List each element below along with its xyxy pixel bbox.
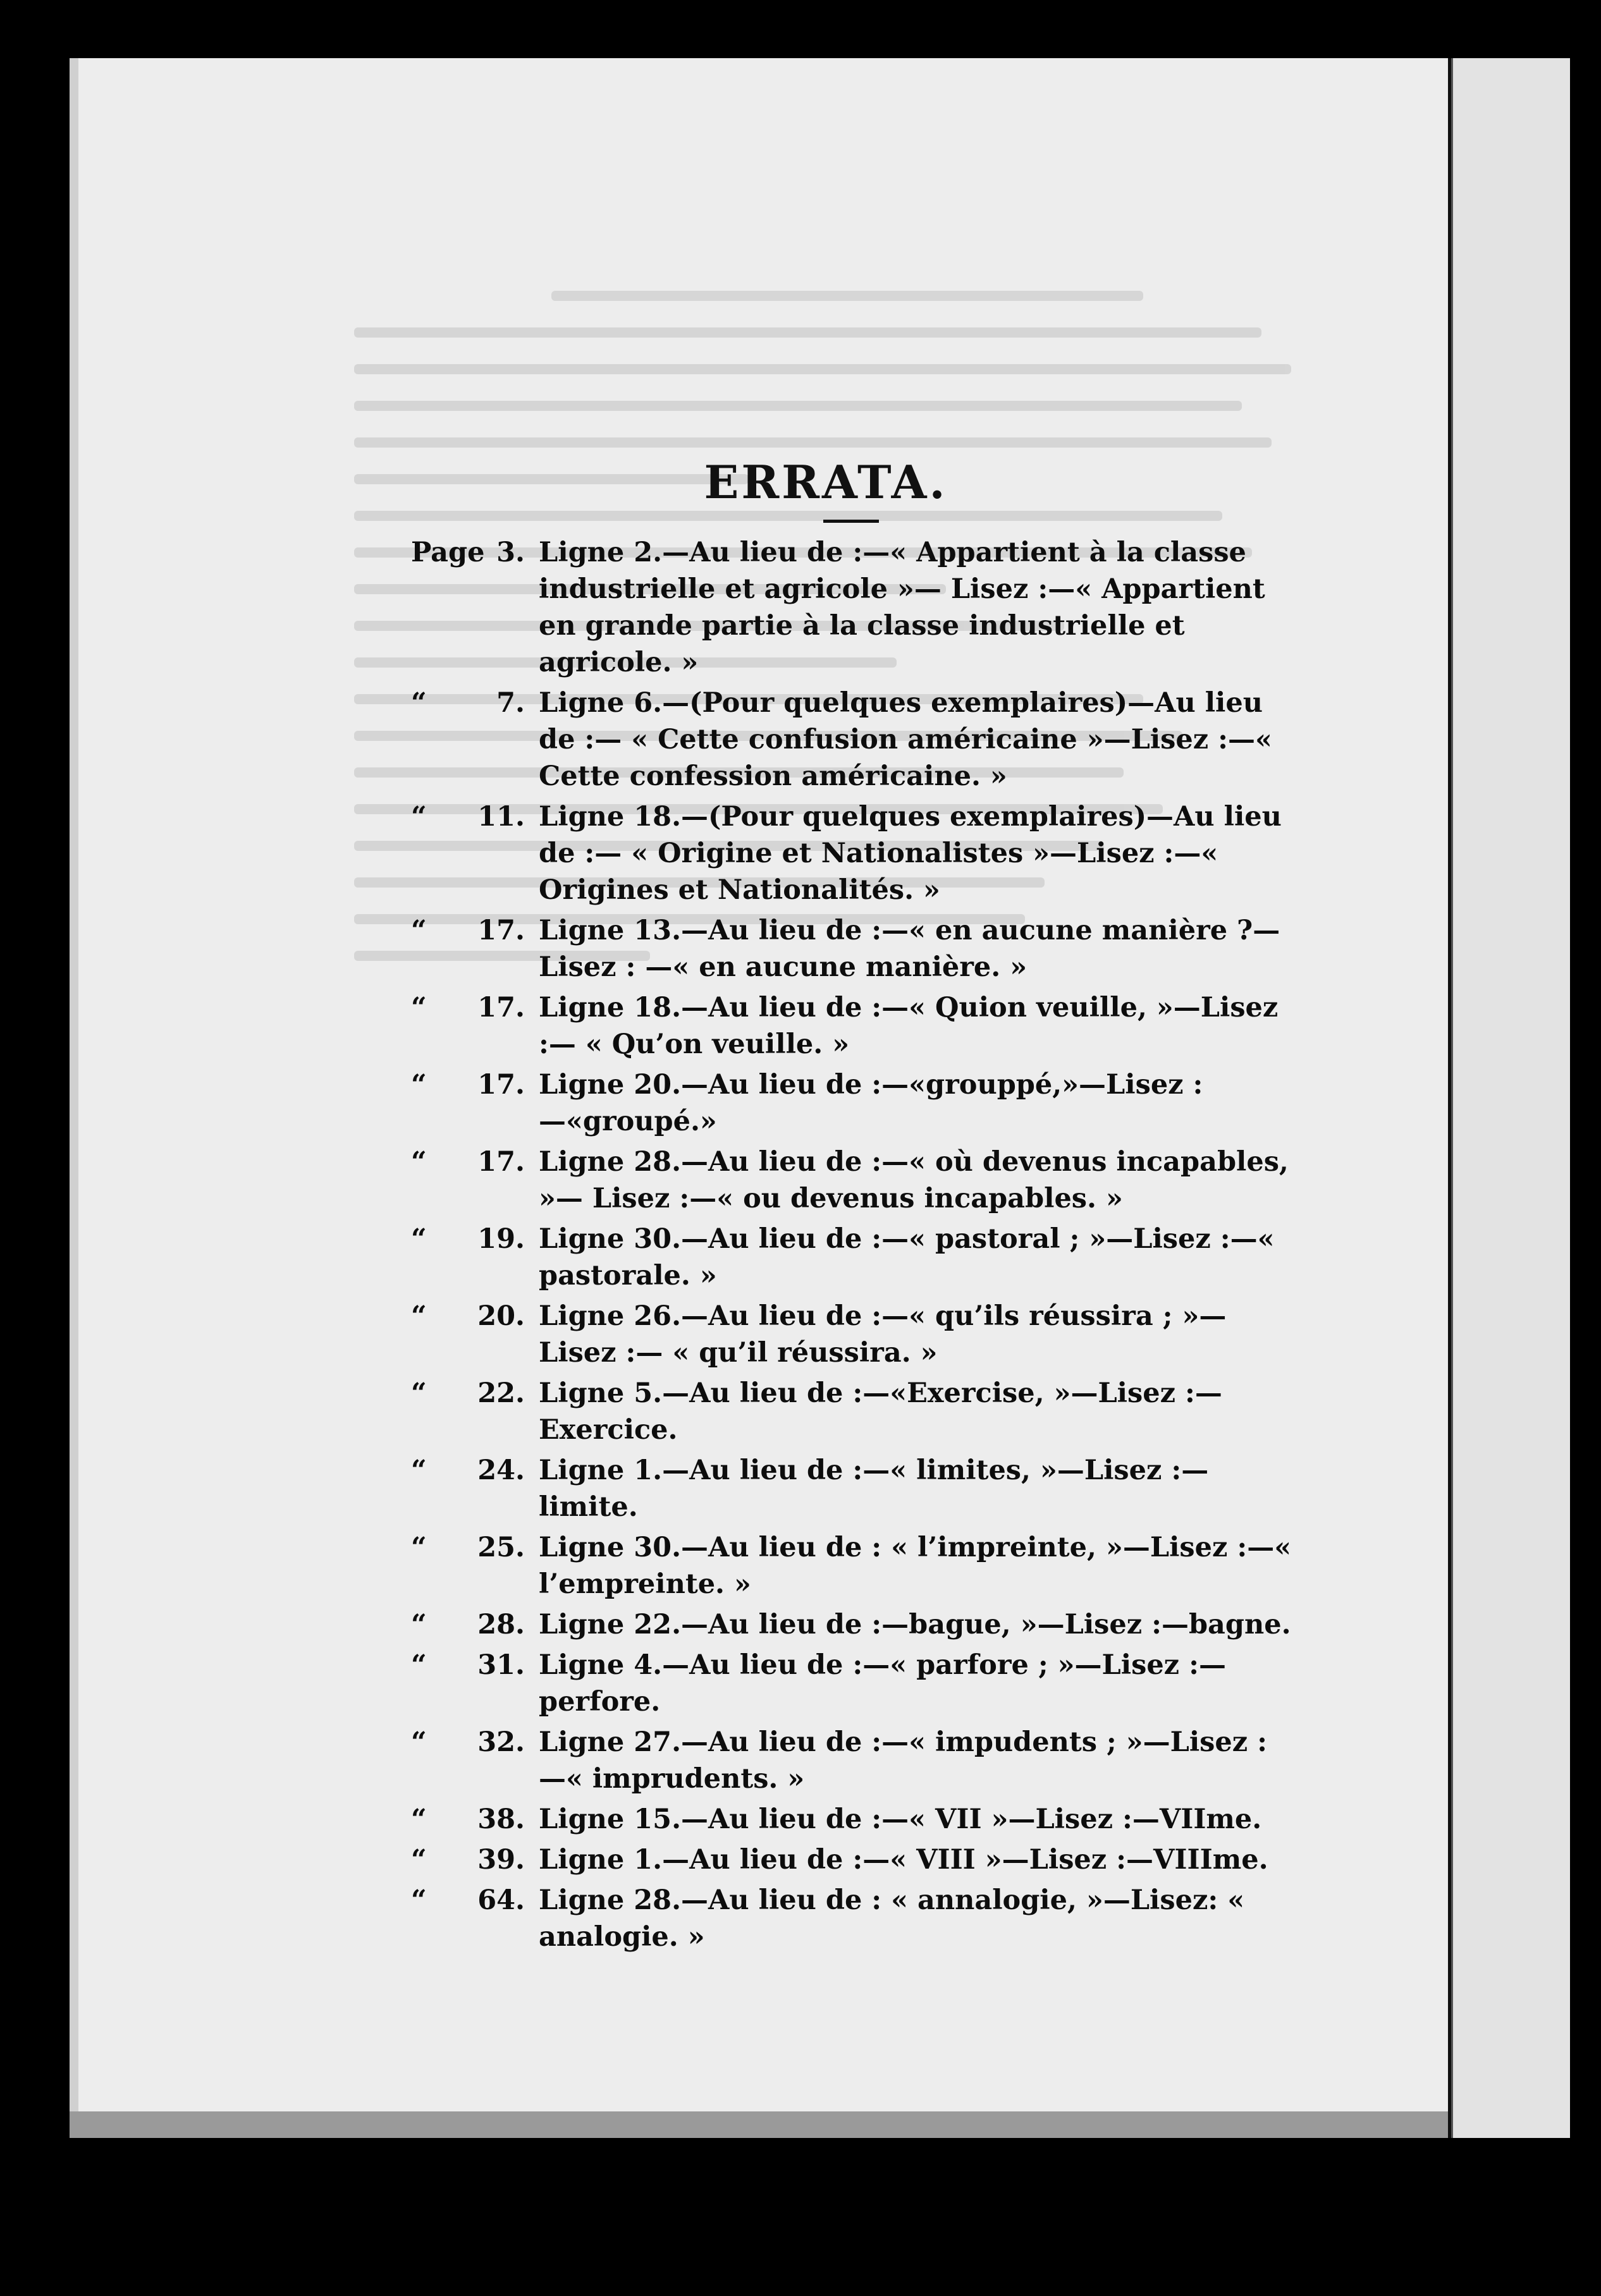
entry-text: Ligne 26.—Au lieu de :—« qu’ils réussira ; »—Lisez :— « qu’il réussira. »	[539, 1300, 1227, 1369]
entry-page-number: 24.	[477, 1455, 525, 1486]
entry-text: Ligne 22.—Au lieu de :—bague, »—Lisez :—bagne.	[539, 1609, 1291, 1640]
entry-page-number: 28.	[477, 1609, 525, 1640]
errata-entry	[411, 1221, 1296, 1294]
errata-entry	[411, 1375, 1296, 1448]
ditto-mark: “	[411, 1300, 427, 1332]
ditto-mark: “	[411, 687, 427, 719]
errata-entry	[411, 912, 1296, 986]
ditto-mark: “	[411, 1377, 427, 1409]
entry-text: Ligne 28.—Au lieu de : « annalogie, »—Lisez: « analogie. »	[539, 1884, 1245, 1953]
errata-entry	[411, 798, 1296, 908]
entry-text: Ligne 27.—Au lieu de :—« impudents ; »—Lisez :—« imprudents. »	[539, 1726, 1268, 1795]
entry-page-number: 17.	[477, 992, 525, 1023]
entry-page-number: 7.	[496, 687, 525, 719]
errata-entry	[411, 1801, 1296, 1838]
ditto-mark: “	[411, 1844, 427, 1876]
errata-entry	[411, 1298, 1296, 1371]
entry-page-number: 25.	[477, 1532, 525, 1563]
errata-entry	[411, 1144, 1296, 1217]
errata-entry	[411, 1841, 1296, 1878]
ditto-mark: “	[411, 1884, 427, 1916]
entry-page-number: 22.	[477, 1377, 525, 1409]
ditto-mark: “	[411, 1649, 427, 1681]
ditto-mark: “	[411, 1455, 427, 1486]
errata-entry	[411, 1724, 1296, 1797]
entry-text: Ligne 30.—Au lieu de : « l’impreinte, »—Lisez :—« l’empreinte. »	[539, 1532, 1292, 1600]
entry-page-number: 19.	[477, 1223, 525, 1255]
ditto-mark: “	[411, 1804, 427, 1835]
errata-entry	[411, 1452, 1296, 1525]
entry-page-number: 31.	[477, 1649, 525, 1681]
ditto-mark: “	[411, 1069, 427, 1101]
entry-page-number: 17.	[477, 1069, 525, 1101]
entry-text: Ligne 4.—Au lieu de :—« parfore ; »—Lisez :—perfore.	[539, 1649, 1226, 1718]
errata-entry	[411, 534, 1296, 681]
errata-entry	[411, 1606, 1296, 1643]
errata-title: ERRATA.	[704, 455, 948, 509]
ditto-mark: “	[411, 1609, 427, 1640]
title-underline	[823, 520, 879, 523]
ditto-mark: “	[411, 992, 427, 1023]
entry-page-number: 17.	[477, 1146, 525, 1178]
entry-text: Ligne 6.—(Pour quelques exemplaires)—Au lieu de :— « Cette confusion américaine »—Lisez :—« Cette confession américaine. »	[539, 687, 1272, 792]
entry-page-number: 39.	[477, 1844, 525, 1876]
errata-entry	[411, 1529, 1296, 1603]
entry-page-number: 20.	[477, 1300, 525, 1332]
ditto-mark: “	[411, 915, 427, 946]
ditto-mark: “	[411, 1223, 427, 1255]
entry-text: Ligne 20.—Au lieu de :—«grouppé,»—Lisez :—«groupé.»	[539, 1069, 1203, 1137]
ditto-mark: “	[411, 1726, 427, 1758]
entry-prefix: Page	[411, 537, 485, 568]
entry-text: Ligne 18.—(Pour quelques exemplaires)—Au lieu de :— « Origine et Nationalistes »—Lisez :—« Origines et Nationalités. »	[539, 801, 1282, 906]
entry-text: Ligne 30.—Au lieu de :—« pastoral ; »—Lisez :—« pastorale. »	[539, 1223, 1275, 1292]
entry-text: Ligne 13.—Au lieu de :—« en aucune manière ?—Lisez : —« en aucune manière. »	[539, 915, 1280, 983]
ditto-mark: “	[411, 1146, 427, 1178]
entry-page-number: 3.	[496, 537, 525, 568]
entry-page-number: 11.	[477, 801, 525, 833]
entry-text: Ligne 15.—Au lieu de :—« VII »—Lisez :—VIIme.	[539, 1804, 1262, 1835]
entry-text: Ligne 28.—Au lieu de :—« où devenus incapables, »— Lisez :—« ou devenus incapables. »	[539, 1146, 1289, 1214]
ditto-mark: “	[411, 801, 427, 833]
entry-page-number: 38.	[477, 1804, 525, 1835]
errata-entry	[411, 685, 1296, 795]
errata-entry	[411, 1066, 1296, 1140]
errata-entry	[411, 1647, 1296, 1720]
entry-text: Ligne 2.—Au lieu de :—« Appartient à la classe industrielle et agricole »— Lisez :—« Appartient en grande partie à la classe industrielle et agricole. »	[539, 537, 1265, 678]
adjacent-page-strip	[1451, 58, 1570, 2138]
entry-text: Ligne 5.—Au lieu de :—«Exercise, »—Lisez :—Exercice.	[539, 1377, 1222, 1446]
errata-list	[411, 534, 1296, 1959]
ditto-mark: “	[411, 1532, 427, 1563]
errata-entry	[411, 1882, 1296, 1955]
entry-text: Ligne 1.—Au lieu de :—« limites, »—Lisez :—limite.	[539, 1455, 1209, 1523]
entry-text: Ligne 18.—Au lieu de :—« Quion veuille, »—Lisez :— « Qu’on veuille. »	[539, 992, 1279, 1060]
entry-text: Ligne 1.—Au lieu de :—« VIII »—Lisez :—VIIIme.	[539, 1844, 1268, 1876]
errata-entry	[411, 989, 1296, 1063]
entry-page-number: 32.	[477, 1726, 525, 1758]
page-edge-shadow	[70, 2111, 1454, 2138]
entry-page-number: 17.	[477, 915, 525, 946]
entry-page-number: 64.	[477, 1884, 525, 1916]
